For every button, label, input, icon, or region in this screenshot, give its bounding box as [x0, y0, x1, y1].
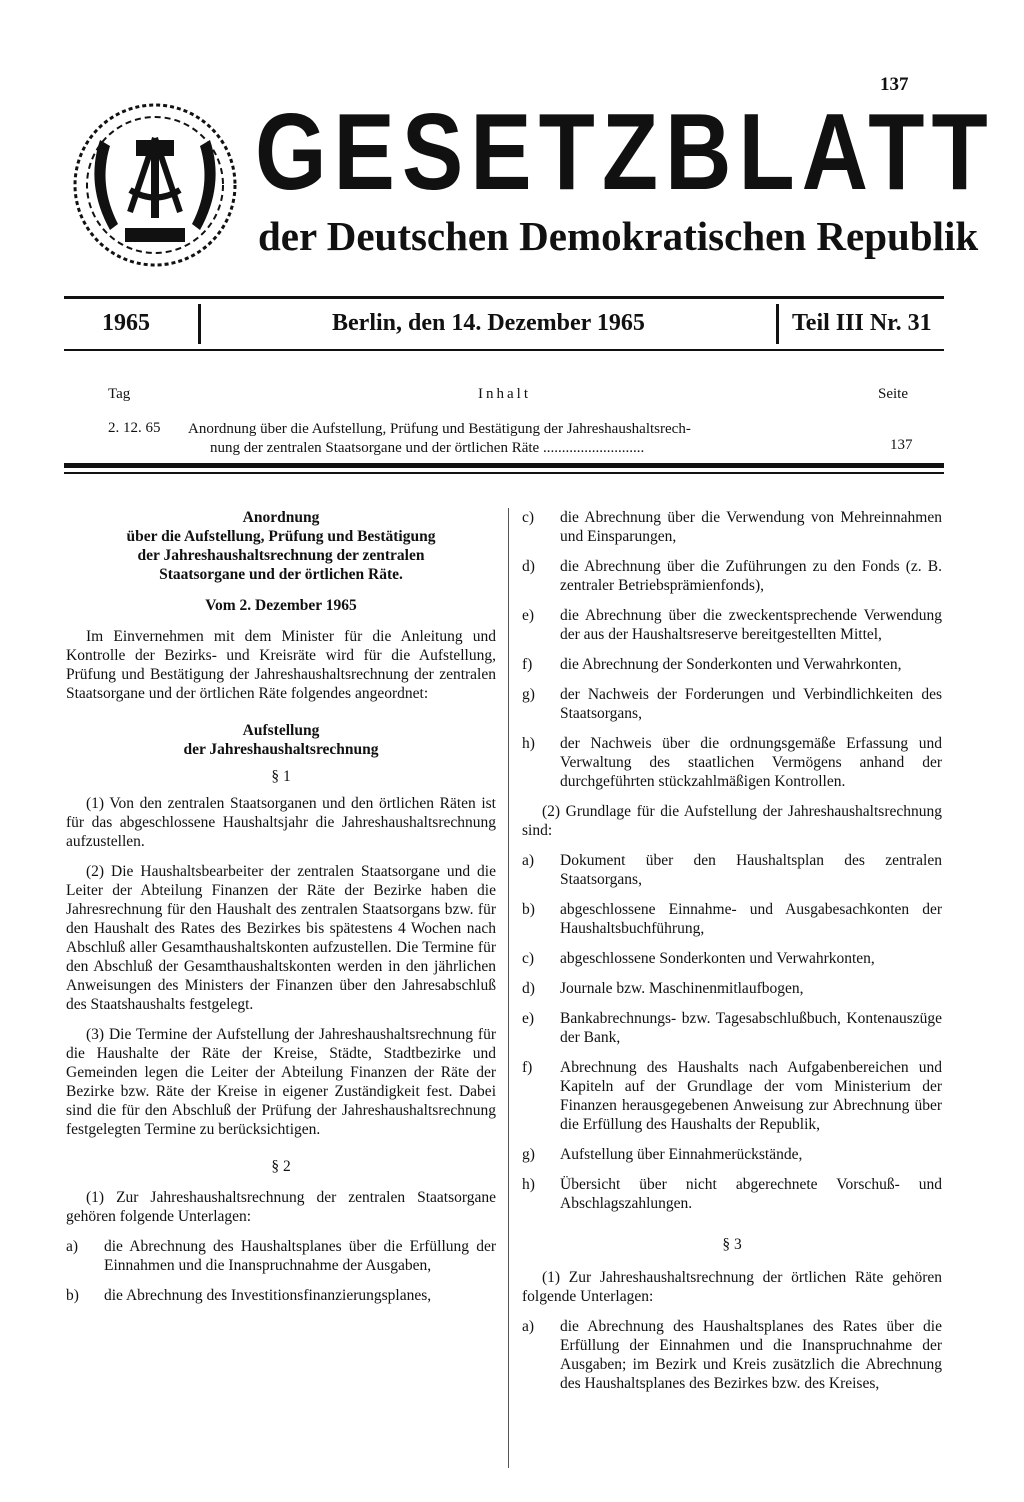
list-item-label: f) [522, 1059, 533, 1076]
list-item-label: a) [66, 1238, 79, 1255]
body-paragraph: (2) Die Haushaltsbearbeiter der zentralen Staatsorgane und die Leiter der Abteilung Finanzen der Räte der Bezirke haben die Jahresrechnung für den Haushalt des zentralen Staatsorgans bzw. für den Haushalt des Rates des Bezirkes bis spätestens 4 Wochen nach Abschluß aller Gesamthaushaltskonten aufzustellen. Die Termine für den Abschluß der Gesamthaushaltskonten werden in den jährlichen Anweisungen des Ministers der Finanzen über den Jahresabschluß des Staatshaushalts festgelegt. [66, 863, 496, 1013]
band-separator [198, 304, 201, 344]
list-item [522, 851, 942, 889]
list-item-label: a) [522, 852, 535, 869]
list-item-text: Aufstellung über Einnahmerückstände, [560, 1146, 803, 1163]
issue-year: 1965 [102, 310, 150, 336]
body-paragraph: (2) Grundlage für die Aufstellung der Jahreshaushaltsrechnung sind: [522, 803, 942, 839]
list-item-label: d) [522, 980, 535, 997]
list-item-text: abgeschlossene Sonderkonten und Verwahrkonten, [560, 950, 875, 967]
body-paragraph: (1) Von den zentralen Staatsorganen und den örtlichen Räten ist für das abgeschlossene Haushaltsjahr die Jahreshaushaltsrechnung aufzustellen. [66, 795, 496, 850]
section-heading: der Jahreshaushaltsrechnung [183, 741, 379, 758]
toc-rule-thin [64, 472, 944, 474]
toc-rule-thick [64, 463, 944, 468]
band-bottom-rule [64, 349, 944, 351]
list-item [522, 949, 942, 968]
list-item-label: g) [522, 1146, 535, 1163]
decree-title: über die Aufstellung, Prüfung und Bestätigung [126, 528, 436, 545]
decree-title: der Jahreshaushaltsrechnung der zentralen [137, 547, 425, 564]
intro-paragraph: Im Einvernehmen mit dem Minister für die Anleitung und Kontrolle der Bezirks- und Kreisräte wird für die Aufstellung, Prüfung und Bestätigung der Jahreshaushaltsrechnung der zentralen Staatsorgane und der örtlichen Räte folgendes angeordnet: [66, 628, 496, 702]
list-item [522, 655, 942, 674]
list-item-label: b) [66, 1287, 79, 1304]
list-item-text: die Abrechnung über die Zuführungen zu den Fonds (z. B. zentraler Betriebsprämienfonds), [560, 558, 942, 594]
toc-entry-line: nung der zentralen Staatsorgane und der örtlichen Räte ........................... [210, 440, 645, 456]
list-item [66, 1286, 496, 1305]
list-item-label: f) [522, 656, 533, 673]
paragraph-label: § 1 [271, 768, 291, 785]
decree-date: Vom 2. Dezember 1965 [205, 597, 357, 614]
list-item-text: die Abrechnung des Investitionsfinanzierungsplanes, [104, 1287, 432, 1304]
list-item-text: Journale bzw. Maschinenmitlaufbogen, [560, 980, 804, 997]
body-paragraph: (3) Die Termine der Aufstellung der Jahreshaushaltsrechnung für die Haushalte der Räte der Kreise, Städte, Stadtbezirke und Gemeinden legen die Leiter der Abteilung Finanzen der Räte der Bezirke bzw. Räte der Kreise in eigener Zuständigkeit fest. Dabei sind die für den Abschluß der Prüfung der Jahreshaushaltsrechnung festgelegten Termine zu berücksichtigen. [66, 1026, 496, 1138]
toc-seite-header: Seite [878, 386, 908, 402]
list-item [522, 900, 942, 938]
list-item [522, 557, 942, 595]
list-item-label: h) [522, 1176, 535, 1193]
list-item-text: die Abrechnung über die zweckentsprechende Verwendung der aus der Haushaltsreserve bereitgestellten Mittel, [560, 607, 942, 643]
toc-leaders: ........................... [542, 440, 645, 456]
list-item-label: g) [522, 686, 535, 703]
list-item-text: Dokument über den Haushaltsplan des zentralen Staatsorgans, [560, 852, 942, 888]
issue-part: Teil III Nr. 31 [792, 310, 932, 336]
masthead-subtitle: der Deutschen Demokratischen Republik [258, 213, 979, 259]
paragraph-label: § 2 [271, 1158, 291, 1175]
toc-entry-date: 2. 12. 65 [108, 420, 161, 436]
toc-entry-text [188, 420, 838, 458]
toc-entry-page: 137 [890, 437, 913, 453]
list-item [522, 1009, 942, 1047]
list-item-label: e) [522, 1010, 535, 1027]
list-item [66, 1237, 496, 1275]
list-item [522, 979, 942, 998]
toc-entry-line: Anordnung über die Aufstellung, Prüfung und Bestätigung der Jahreshaushaltsrech- [188, 421, 691, 437]
masthead-title: GESETZBLATT [255, 92, 995, 213]
list-item [522, 734, 942, 791]
left-column [66, 508, 496, 1316]
list-item-label: h) [522, 735, 535, 752]
list-item-label: d) [522, 558, 535, 575]
list-item-label: c) [522, 509, 535, 526]
list-item-text: der Nachweis der Forderungen und Verbindlichkeiten des Staatsorgans, [560, 686, 942, 722]
band-separator [776, 304, 779, 344]
list-item-text: Abrechnung des Haushalts nach Aufgabenbereichen und Kapiteln auf der Grundlage der vom Ministerium der Finanzen herausgegebenen Anweisung zur Abrechnung über die Erfüllung des Haushalts der Republik, [560, 1059, 942, 1133]
list-item-text: Übersicht über nicht abgerechnete Vorschuß- und Abschlagszahlungen. [560, 1176, 942, 1212]
list-item-text: der Nachweis über die ordnungsgemäße Erfassung und Verwaltung des staatlichen Vermögens anhand der durchgeführten stückzahlmäßigen Kontrollen. [560, 735, 942, 790]
list-item-text: die Abrechnung des Haushaltsplanes des Rates über die Erfüllung der Einnahmen und die Inanspruchnahme der Ausgaben; im Bezirk und Kreis zusätzlich die Abrechnung des Haushaltsplanes des Bezirkes bzw. des Kreises, [560, 1318, 942, 1392]
right-column [522, 508, 942, 1404]
decree-title: Staatsorgane und der örtlichen Räte. [159, 566, 403, 583]
issue-band [64, 298, 944, 350]
list-item-label: e) [522, 607, 535, 624]
list-item [522, 606, 942, 644]
column-divider [508, 508, 509, 1468]
list-item [522, 1058, 942, 1134]
body-paragraph: (1) Zur Jahreshaushaltsrechnung der zentralen Staatsorgane gehören folgende Unterlagen: [66, 1189, 496, 1225]
list-item [522, 1175, 942, 1213]
list-item [522, 1317, 942, 1393]
list-item-label: c) [522, 950, 535, 967]
section-heading: Aufstellung [242, 722, 320, 739]
list-item [522, 685, 942, 723]
paragraph-label: § 3 [722, 1236, 742, 1253]
list-item-text: die Abrechnung des Haushaltsplanes über die Erfüllung der Einnahmen und die Inanspruchnahme der Ausgaben, [104, 1238, 496, 1274]
list-item [522, 1145, 942, 1164]
gdr-state-emblem-icon [70, 100, 240, 270]
body-paragraph: (1) Zur Jahreshaushaltsrechnung der örtlichen Räte gehören folgende Unterlagen: [522, 1269, 942, 1305]
toc-inhalt-header: Inhalt [478, 386, 531, 402]
list-item-label: a) [522, 1318, 535, 1335]
list-item-text: die Abrechnung über die Verwendung von Mehreinnahmen und Einsparungen, [560, 509, 942, 545]
page-number: 137 [880, 74, 909, 95]
toc-tag-header: Tag [108, 386, 131, 402]
list-item-text: abgeschlossene Einnahme- und Ausgabesachkonten der Haushaltsbuchführung, [560, 901, 942, 937]
issue-date: Berlin, den 14. Dezember 1965 [332, 310, 645, 336]
list-item-label: b) [522, 901, 535, 918]
decree-title: Anordnung [242, 509, 320, 526]
list-item-text: Bankabrechnungs- bzw. Tagesabschlußbuch, Kontenauszüge der Bank, [560, 1010, 942, 1046]
list-item [522, 508, 942, 546]
list-item-text: die Abrechnung der Sonderkonten und Verwahrkonten, [560, 656, 902, 673]
